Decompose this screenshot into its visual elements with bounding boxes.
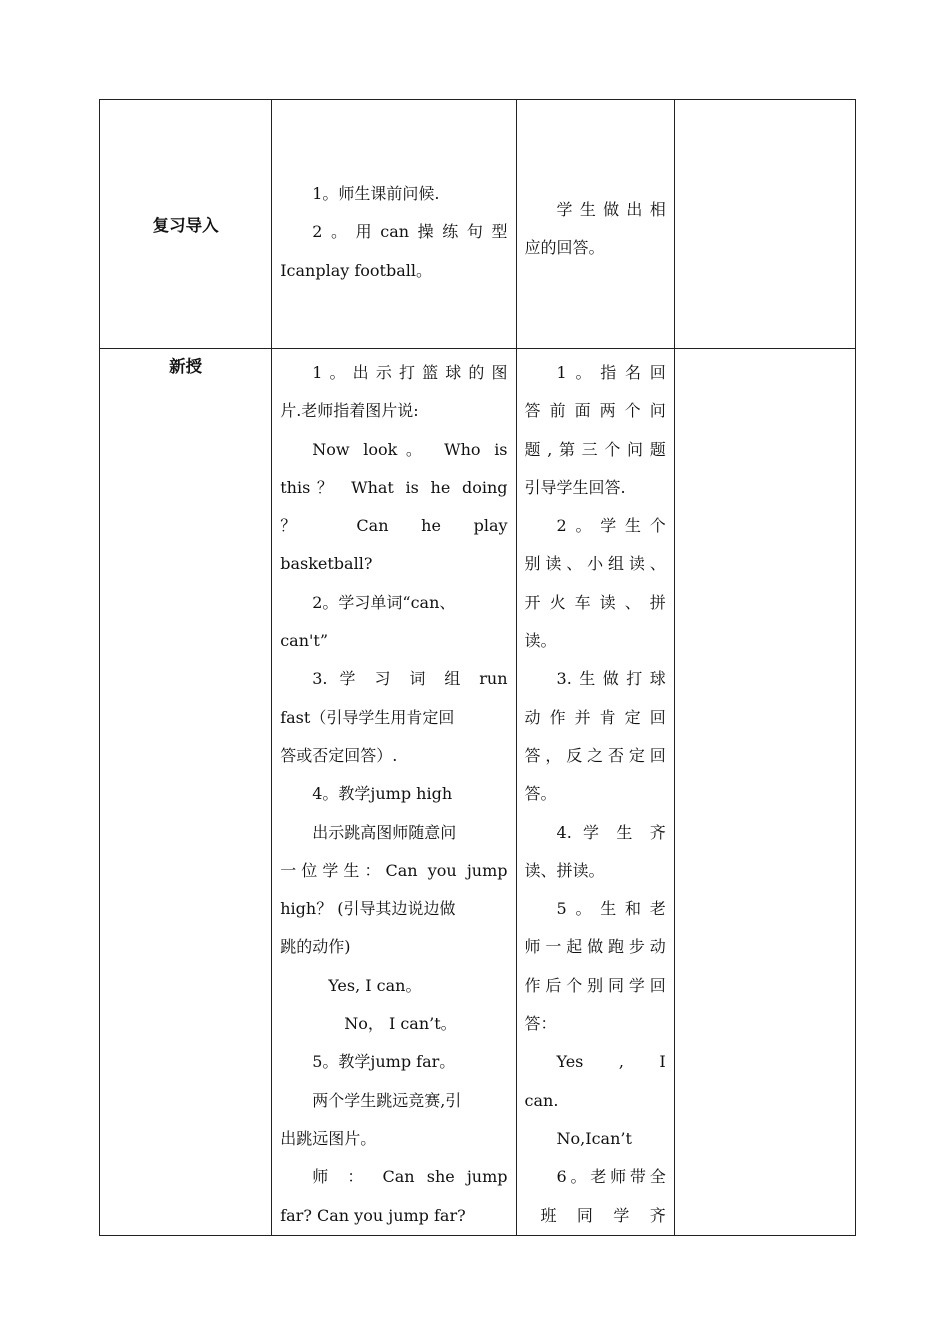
stage-cell-new: 新授: [100, 349, 272, 1236]
teacher-line: 1。师生课前问候.: [312, 184, 440, 203]
teacher-line: 出示跳高图师随意问: [312, 822, 457, 842]
student-line: 班 同 学 齐: [540, 1205, 666, 1225]
teacher-line: 2。用can操练句型: [312, 222, 508, 242]
teacher-line: 答或否定回答）.: [280, 745, 398, 765]
student-line: can.: [524, 1090, 559, 1110]
student-line: 答：: [524, 1014, 557, 1034]
teacher-line: 片.老师指着图片说:: [280, 401, 419, 421]
teacher-activity-cell: [272, 349, 516, 1236]
teacher-line: 一位学生：Can you jump: [280, 860, 508, 880]
student-line: 6。老师带全: [556, 1167, 666, 1187]
student-line: 动作并肯定回: [524, 707, 666, 727]
teacher-line: this？ What is he doing: [280, 477, 508, 497]
student-line: 5。生和老: [556, 899, 666, 919]
review-row: [100, 100, 856, 349]
student-line: 4. 学 生 齐: [556, 822, 666, 842]
stage-cell-review: 复习导入: [100, 100, 272, 349]
student-line: 3.生做打球: [556, 669, 666, 689]
teacher-line: Now look。 Who is: [312, 439, 508, 459]
student-line: 答。: [524, 784, 557, 804]
teacher-line: far? Can you jump far?: [280, 1205, 466, 1225]
teacher-line: 2。学习单词“can、: [312, 592, 456, 612]
teacher-line: 5。教学jump far。: [312, 1052, 456, 1072]
teacher-line: ？ Can he play: [280, 516, 508, 536]
student-line: 学生做出相: [556, 200, 666, 219]
teacher-line: can't”: [280, 631, 329, 651]
student-activity-cell: [516, 100, 674, 349]
teacher-line: Icanplay football。: [280, 260, 433, 280]
teacher-line: high？ (引导其边说边做: [280, 899, 456, 919]
new-lesson-row: [100, 349, 856, 1236]
notes-cell: [674, 349, 855, 1236]
student-line: 师一起做跑步动: [524, 937, 666, 957]
student-line: 开 火 车 读 、 拼: [524, 592, 666, 612]
student-line: 题,第三个问题: [524, 439, 666, 459]
teacher-line: 1。出示打篮球的图: [312, 363, 508, 382]
teacher-line: Yes, I can。: [328, 975, 422, 995]
notes-cell: [674, 100, 855, 349]
student-line: 2。学生个: [556, 516, 666, 536]
lesson-plan-table: [99, 99, 856, 1236]
teacher-line: 两个学生跳远竞赛,引: [312, 1090, 462, 1110]
teacher-line: 4。教学jump high: [312, 784, 453, 804]
student-line: No,Ican’t: [556, 1128, 632, 1148]
student-line: 引导学生回答.: [524, 477, 626, 497]
student-activity-cell: [516, 349, 674, 1236]
student-line: 答，反之否定回: [524, 745, 666, 765]
student-line: Yes , I: [556, 1052, 666, 1072]
teacher-line: 3. 学 习 词 组 run: [312, 669, 508, 689]
teacher-line: 跳的动作): [280, 937, 351, 957]
teacher-line: fast（引导学生用肯定回: [280, 707, 455, 727]
teacher-line: No， I can’t。: [344, 1014, 457, 1034]
student-line: 读。: [524, 631, 557, 651]
teacher-line: 师 ： Can she jump: [312, 1167, 508, 1187]
teacher-activity-cell: [272, 100, 516, 349]
student-line: 答前面两个问: [524, 401, 666, 421]
teacher-line: 出跳远图片。: [280, 1128, 377, 1148]
student-line: 作后个别同学回: [524, 975, 666, 995]
student-line: 1。指名回: [556, 363, 666, 382]
student-line: 读、拼读。: [524, 860, 605, 880]
student-line: 应的回答。: [524, 238, 605, 258]
teacher-line: basketball?: [280, 554, 373, 574]
student-line: 别读、小组读、: [524, 554, 666, 574]
